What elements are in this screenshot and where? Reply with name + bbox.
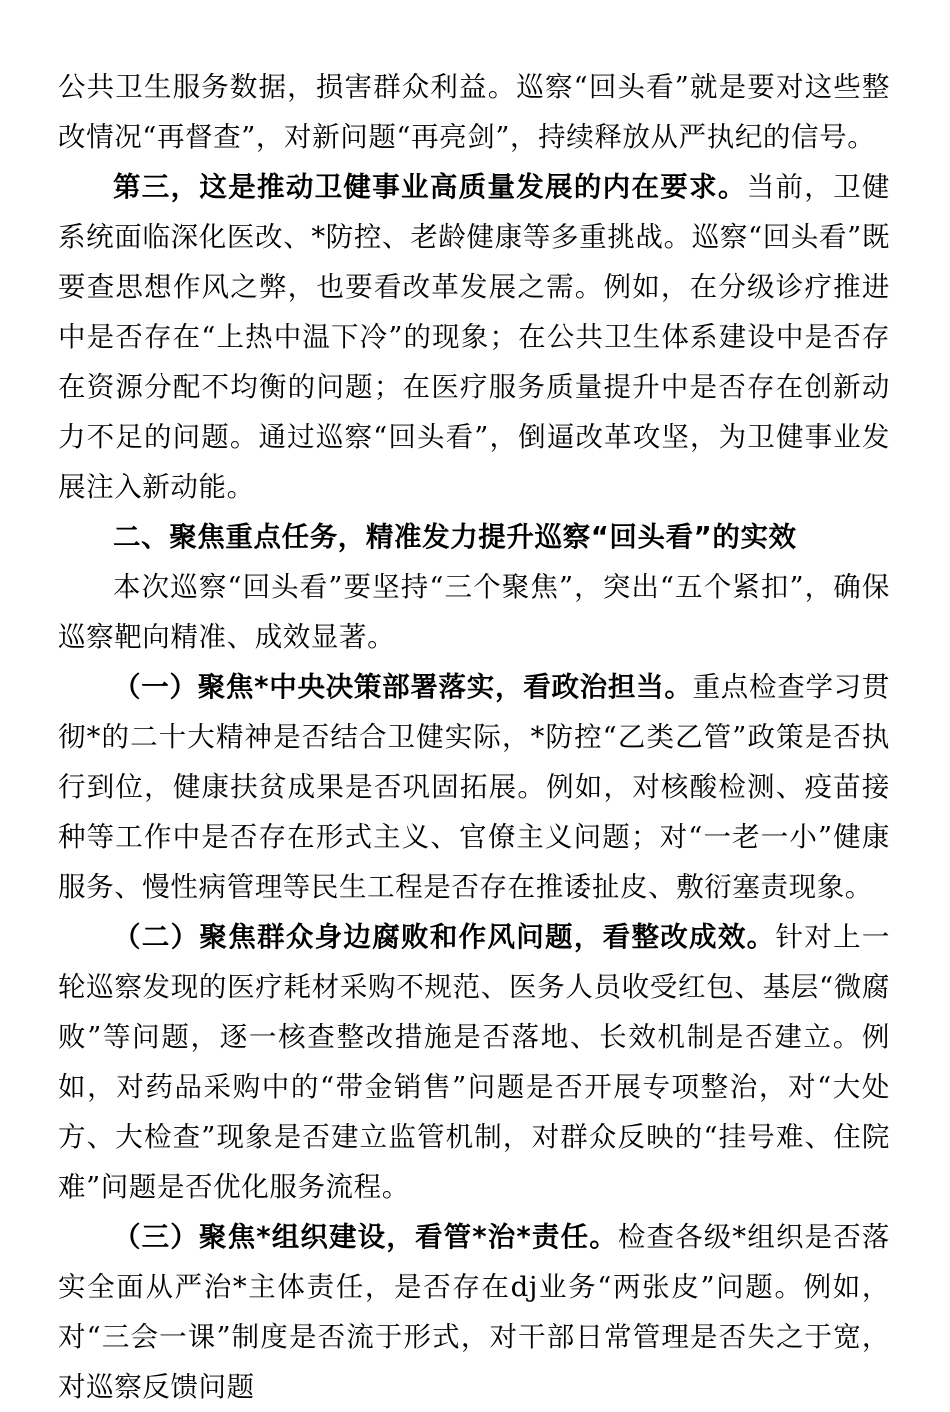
- paragraph-continuation: [58, 62, 890, 162]
- paragraph-text: 当前，卫健系统面临深化医改、*防控、老龄健康等多重挑战。巡察“回头看”既要查思想作风之弊，也要看改革发展之需。例如，在分级诊疗推进中是否存在“上热中温下冷”的现象；在公共卫生体系建设中是否存在资源分配不均衡的问题；在医疗服务质量提升中是否存在创新动力不足的问题。通过巡察“回头看”，倒逼改革攻坚，为卫健事业发展注入新动能。: [58, 171, 891, 503]
- paragraph-focus-two: [58, 912, 890, 1212]
- paragraph-lead: （一）聚焦*中央决策部署落实，看政治担当。: [113, 671, 693, 703]
- paragraph-lead: （二）聚焦群众身边腐败和作风问题，看整改成效。: [113, 921, 776, 953]
- paragraph-focus-one: [58, 662, 890, 912]
- paragraph-text: 针对上一轮巡察发现的医疗耗材采购不规范、医务人员收受红包、基层“微腐败”等问题，逐一核查整改措施是否落地、长效机制是否建立。例如，对药品采购中的“带金销售”问题是否开展专项整治，对“大处方、大检查”现象是否建立监管机制，对群众反映的“挂号难、住院难”问题是否优化服务流程。: [58, 921, 890, 1203]
- paragraph-text: 重点检查学习贯彻*的二十大精神是否结合卫健实际，*防控“乙类乙管”政策是否执行到位，健康扶贫成果是否巩固拓展。例如，对核酸检测、疫苗接种等工作中是否存在形式主义、官僚主义问题；对“一老一小”健康服务、慢性病管理等民生工程是否存在推诿扯皮、敷衍塞责现象。: [58, 671, 890, 903]
- paragraph-lead: （三）聚焦*组织建设，看管*治*责任。: [113, 1221, 618, 1253]
- paragraph-lead: 第三，这是推动卫健事业高质量发展的内在要求。: [113, 171, 747, 203]
- paragraph-text: 检查各级*组织是否落实全面从严治*主体责任，是否存在dj业务“两张皮”问题。例如，对“三会一课”制度是否流于形式，对干部日常管理是否失之于宽，对巡察反馈问题: [58, 1221, 890, 1403]
- paragraph-third-point: [58, 162, 890, 512]
- paragraph-focus-three: [58, 1212, 890, 1412]
- paragraph-intro: [58, 562, 890, 662]
- paragraph-text: 公共卫生服务数据，损害群众利益。巡察“回头看”就是要对这些整改情况“再督查”，对新问题“再亮剑”，持续释放从严执纪的信号。: [58, 71, 890, 153]
- section-heading-two: 二、聚焦重点任务，精准发力提升巡察“回头看”的实效: [113, 521, 797, 553]
- document-body: [58, 62, 890, 1412]
- paragraph-text: 本次巡察“回头看”要坚持“三个聚焦”，突出“五个紧扣”，确保巡察靶向精准、成效显著。: [58, 571, 890, 653]
